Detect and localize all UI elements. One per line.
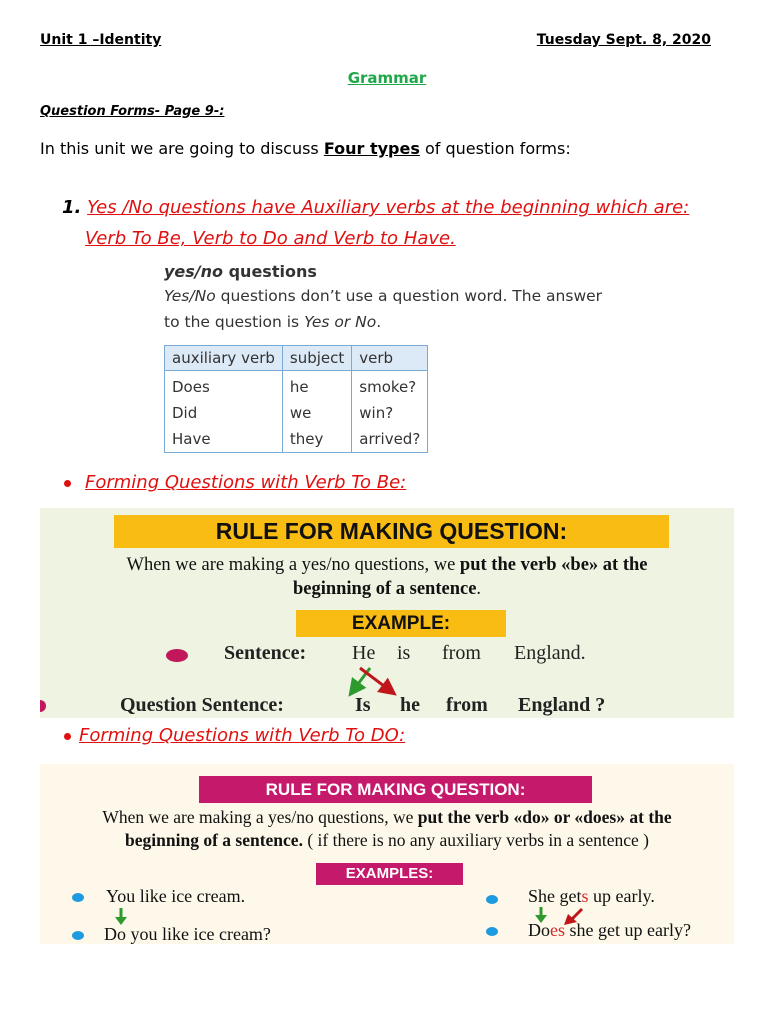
ex2-part-a: She get: [528, 886, 582, 906]
page-title: Grammar: [347, 69, 427, 87]
question-label: Question Sentence:: [120, 694, 284, 716]
rule-text-start: When we are making a yes/no questions, we: [102, 807, 418, 827]
intro-emphasis: Four types: [323, 139, 420, 158]
rule-text-line2: beginning of a sentence.: [125, 830, 303, 850]
desc-italic-1: Yes/No: [164, 287, 216, 305]
rule-text-bold: put the verb «do» or «does» at the: [417, 807, 672, 827]
verb-do-heading: [64, 725, 405, 746]
bullet-dot: [486, 895, 498, 904]
desc-line2-start: to the question is: [164, 313, 305, 331]
list-number: 1.: [62, 197, 82, 218]
bullet-dot: [72, 893, 84, 902]
sentence-label: Sentence:: [224, 642, 307, 664]
table-row: [165, 426, 428, 453]
question-word: from: [446, 694, 488, 716]
rule-text-bold: put the verb «be» at the: [459, 555, 648, 575]
verb-do-rule-panel: [40, 764, 734, 944]
desc-italic-2: Yes or No: [304, 313, 377, 331]
table-cell: Did: [165, 400, 283, 426]
verb-be-heading-text: Forming Questions with Verb To Be:: [85, 472, 407, 493]
intro-after: of question forms:: [419, 139, 571, 158]
bullet-dot: [64, 733, 71, 740]
excerpt-heading-italic: yes/no: [164, 262, 224, 281]
ex2q-part-a: Do: [528, 920, 550, 940]
table-cell: they: [282, 426, 351, 453]
rule-text-end: ( if there is no any auxiliary verbs in a sentence ): [302, 830, 649, 850]
desc-line1: questions don’t use a question word. The answer: [215, 287, 603, 305]
table-cell: he: [282, 371, 351, 401]
table-row: [165, 371, 428, 401]
section-title: Question Forms- Page 9-:: [40, 104, 225, 119]
rule-text-end: .: [476, 579, 482, 599]
table-cell: we: [282, 400, 351, 426]
yes-no-heading: [62, 192, 689, 254]
ex2-suffix: s: [581, 886, 589, 906]
verb-be-heading: [64, 472, 406, 493]
rule-text: [40, 806, 734, 852]
rule-text-start: When we are making a yes/no questions, we: [126, 555, 460, 575]
example-question: Do you like ice cream?: [104, 924, 271, 944]
verb-be-rule-panel: [40, 508, 734, 718]
column-header: subject: [282, 346, 351, 371]
bullet-dot: [40, 700, 46, 712]
question-word: England ?: [518, 694, 606, 716]
table-cell: smoke?: [352, 371, 428, 401]
ex2-part-b: up early.: [588, 886, 655, 906]
desc-line2-end: .: [376, 313, 382, 331]
ex2q-suffix: es: [550, 920, 565, 940]
sentence-word: from: [442, 642, 481, 664]
ex2q-part-b: she get up early?: [565, 920, 691, 940]
rule-text: [40, 553, 734, 601]
sentence-word: England.: [514, 642, 586, 664]
item1-line1: Yes /No questions have Auxiliary verbs at the beginning which are:: [87, 197, 690, 218]
table-cell: Does: [165, 371, 283, 401]
intro-paragraph: [40, 139, 571, 158]
auxiliary-verb-table: [164, 345, 428, 453]
textbook-excerpt: [164, 262, 602, 453]
bullet-dot: [72, 931, 84, 940]
item1-line2: Verb To Be, Verb to Do and Verb to Have.: [85, 228, 456, 249]
excerpt-description: [164, 283, 602, 335]
example-question: [528, 920, 691, 941]
column-header: auxiliary verb: [165, 346, 283, 371]
example-banner: EXAMPLE:: [296, 610, 506, 637]
table-cell: Have: [165, 426, 283, 453]
sentence-word: is: [397, 642, 411, 664]
sentence-word: He: [352, 642, 376, 664]
table-cell: arrived?: [352, 426, 428, 453]
excerpt-heading-rest: questions: [223, 262, 317, 281]
unit-title: Unit 1 –Identity: [40, 32, 162, 48]
example-banner: EXAMPLES:: [316, 863, 463, 885]
verb-do-heading-text: Forming Questions with Verb To DO:: [79, 725, 406, 746]
question-word: he: [400, 694, 420, 716]
date-label: Tuesday Sept. 8, 2020: [536, 32, 711, 48]
example-sentence: [528, 886, 655, 907]
excerpt-heading: [164, 262, 602, 281]
intro-before: In this unit we are going to discuss: [40, 139, 324, 158]
bullet-dot: [166, 649, 188, 662]
question-word: Is: [355, 694, 371, 716]
rule-banner: RULE FOR MAKING QUESTION:: [114, 515, 669, 548]
column-header: verb: [352, 346, 428, 371]
rule-text-line2: beginning of a sentence: [292, 579, 477, 599]
bullet-dot: [64, 480, 71, 487]
example-sentence: You like ice cream.: [106, 886, 246, 906]
bullet-dot: [486, 927, 498, 936]
table-cell: win?: [352, 400, 428, 426]
rule-banner: RULE FOR MAKING QUESTION:: [199, 776, 592, 803]
table-row: [165, 400, 428, 426]
